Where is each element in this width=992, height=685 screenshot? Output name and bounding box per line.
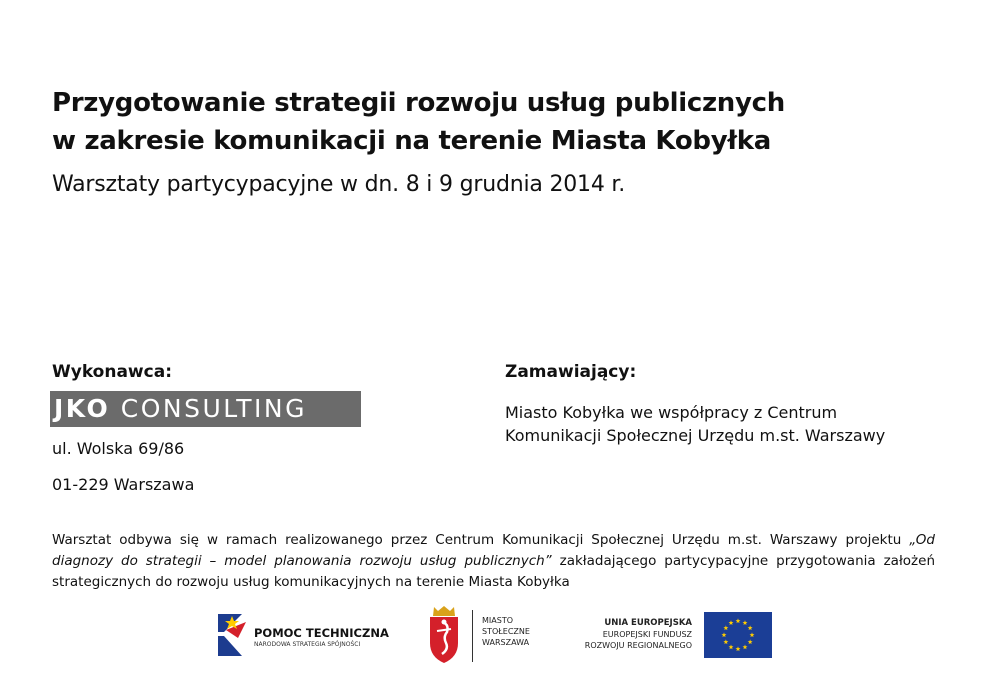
warszawa-text-3: WARSZAWA — [482, 638, 530, 647]
client-label: Zamawiający: — [505, 362, 637, 382]
eu-logo-text — [585, 618, 692, 651]
eu-star-icon — [723, 639, 728, 644]
note-part-1: Warsztat odbywa się w ramach realizowanego przez Centrum Komunikacji Społecznej Urzędu m.st. Warszawy projektu — [52, 532, 902, 548]
eu-star-icon — [748, 625, 753, 630]
logo-consulting: CONSULTING — [120, 394, 307, 423]
eu-text-1: UNIA EUROPEJSKA — [604, 618, 692, 628]
eu-star-icon — [723, 625, 728, 630]
page-title — [52, 84, 952, 160]
warsaw-crest-icon — [425, 605, 463, 665]
eu-star-icon — [743, 620, 748, 625]
logo-jko: JKO — [54, 394, 111, 423]
warszawa-divider — [472, 610, 473, 662]
contractor-address-city: 01-229 Warszawa — [52, 475, 195, 494]
title-line-1: Przygotowanie strategii rozwoju usług publicznych — [52, 88, 785, 118]
client-line-2: Komunikacji Społecznej Urzędu m.st. Warszawy — [505, 426, 886, 445]
pomoc-techniczna-logo — [218, 612, 389, 661]
client-line-1: Miasto Kobyłka we współpracy z Centrum — [505, 403, 838, 422]
page-subtitle: Warsztaty partycypacyjne w dn. 8 i 9 grudnia 2014 r. — [52, 172, 626, 197]
eu-text-2: EUROPEJSKI FUNDUSZ — [602, 630, 692, 639]
note-project-name: „Od diagnozy do strategii – model planowania rozwoju usług publicznych” — [52, 532, 935, 569]
project-note — [52, 530, 935, 593]
eu-star-icon — [750, 632, 755, 637]
contractor-address-street: ul. Wolska 69/86 — [52, 439, 185, 458]
warszawa-logo-text — [482, 615, 530, 648]
warszawa-text-1: MIASTO — [482, 616, 513, 625]
eu-star-icon — [729, 620, 734, 625]
eu-star-icon — [736, 618, 741, 623]
eu-flag-icon — [704, 612, 772, 658]
eu-star-icon — [729, 645, 734, 650]
sponsor-logos — [0, 600, 992, 670]
eu-stars-icon — [704, 612, 772, 658]
title-line-2: w zakresie komunikacji na terenie Miasta Kobyłka — [52, 126, 771, 156]
warszawa-crest-logo — [425, 605, 463, 670]
pomoc-techniczna-text: POMOC TECHNICZNA — [254, 626, 389, 640]
note-part-2: zakładającego partycypacyjne przygotowania założeń strategicznych do rozwoju usług komunikacyjnych na terenie Miasta Kobyłka — [52, 553, 935, 590]
contractor-label: Wykonawca: — [52, 362, 172, 382]
pomoc-techniczna-emblem-icon — [218, 612, 248, 656]
warszawa-text-2: STOŁECZNE — [482, 627, 530, 636]
jko-consulting-logo — [50, 391, 361, 427]
eu-star-icon — [743, 645, 748, 650]
client-description — [505, 401, 935, 447]
eu-star-icon — [722, 632, 727, 637]
pomoc-techniczna-subtext: NARODOWA STRATEGIA SPÓJNOŚCI — [254, 641, 361, 648]
eu-star-icon — [748, 639, 753, 644]
eu-text-3: ROZWOJU REGIONALNEGO — [584, 641, 692, 650]
eu-star-icon — [736, 646, 741, 651]
